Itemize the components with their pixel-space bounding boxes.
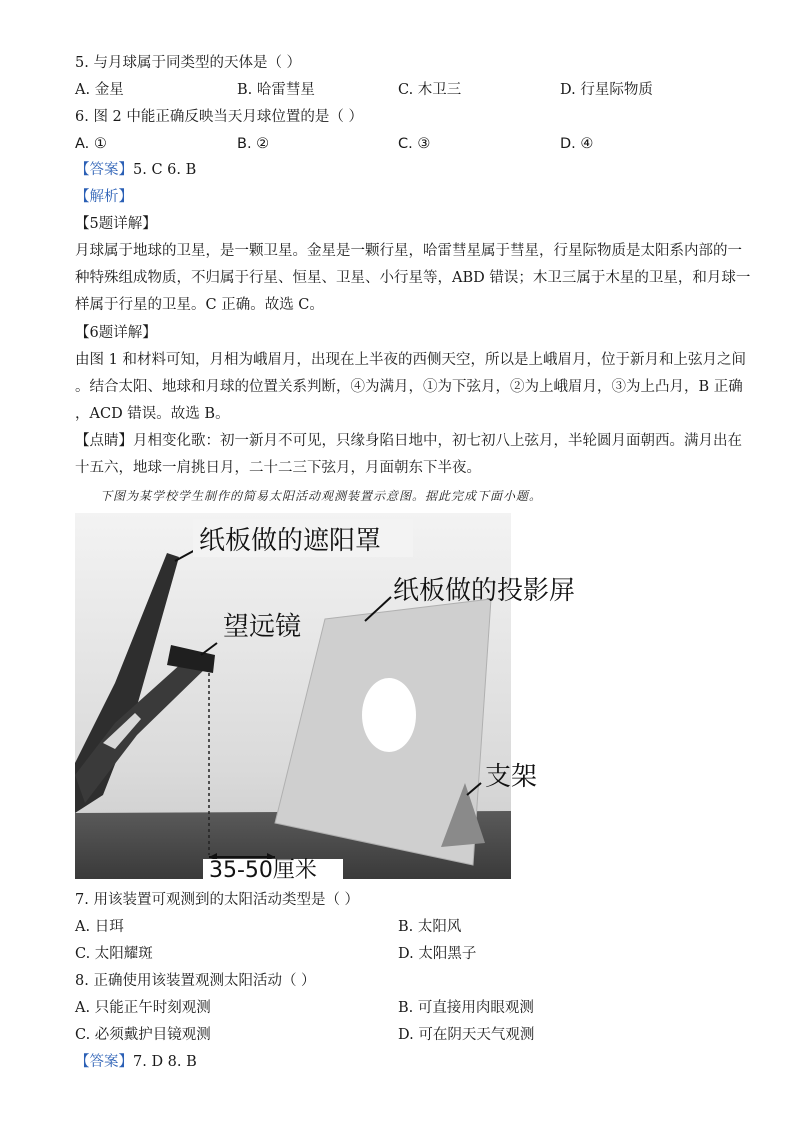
answer2-value: 7. D 8. B — [133, 1054, 197, 1070]
detail6-line-1: 由图 1 和材料可知，月相为峨眉月，出现在上半夜的西侧天空，所以是上峨眉月，位于新月和上弦月之间 — [75, 352, 746, 368]
q8-option-a: A. 只能正午时刻观测 — [75, 1000, 211, 1016]
q7-stem: 7. 用该装置可观测到的太阳活动类型是（ ） — [75, 892, 360, 908]
detail5-line-3: 样属于行星的卫星。C 正确。故选 C。 — [75, 297, 324, 313]
answer-label: 【答案】 — [75, 162, 133, 178]
figure-intro: 下图为某学校学生制作的简易太阳活动观测装置示意图。据此完成下面小题。 — [100, 489, 543, 503]
q5-option-d: D. 行星际物质 — [560, 82, 653, 98]
detail5-line-1: 月球属于地球的卫星，是一颗卫星。金星是一颗行星，哈雷彗星属于彗星，行星际物质是太阳系内部的一 — [75, 243, 742, 259]
q8-option-c: C. 必须戴护目镜观测 — [75, 1027, 211, 1043]
tip-line-2: 十五六，地球一肩挑日月，二十二三下弦月，月面朝东下半夜。 — [75, 460, 481, 476]
q5-option-b: B. 哈雷彗星 — [237, 82, 315, 98]
label-telescope: 望远镜 — [223, 612, 302, 642]
label-distance: 35-50厘米 — [209, 858, 317, 883]
q6-stem: 6. 图 2 中能正确反映当天月球位置的是（ ） — [75, 109, 363, 125]
answer-block-2 — [75, 1052, 197, 1072]
q8-option-d: D. 可在阴天天气观测 — [398, 1027, 535, 1043]
q7-option-a: A. 日珥 — [75, 919, 124, 935]
solar-observation-figure — [75, 513, 576, 883]
detail5-label: 【5题详解】 — [75, 216, 157, 232]
q7-option-d: D. 太阳黑子 — [398, 946, 477, 962]
tip-line-1 — [75, 431, 742, 451]
detail5-line-2: 种特殊组成物质，不归属于行星、恒星、卫星、小行星等，ABD 错误；木卫三属于木星的卫星，和月球一 — [75, 270, 751, 286]
q5-option-c: C. 木卫三 — [398, 82, 462, 98]
q6-option-a: A. ① — [75, 136, 107, 152]
detail6-line-2: 。结合太阳、地球和月球的位置关系判断，④为满月，①为下弦月，②为上峨眉月，③为上凸月，B 正确 — [75, 379, 743, 395]
q5-stem: 5. 与月球属于同类型的天体是（ ） — [75, 55, 302, 71]
tip-text-1: 月相变化歌：初一新月不可见，只缘身陷日地中，初七初八上弦月，半轮圆月面朝西。满月出在 — [133, 433, 742, 449]
label-stand: 支架 — [485, 762, 538, 792]
analysis-label: 【解析】 — [75, 189, 133, 205]
q8-stem: 8. 正确使用该装置观测太阳活动（ ） — [75, 973, 316, 989]
detail6-line-3: ，ACD 错误。故选 B。 — [75, 406, 230, 422]
q6-option-b: B. ② — [237, 136, 270, 152]
q8-option-b: B. 可直接用肉眼观测 — [398, 1000, 534, 1016]
tip-label: 【点睛】 — [75, 433, 133, 449]
answer-block-1 — [75, 160, 196, 180]
q7-option-c: C. 太阳耀斑 — [75, 946, 153, 962]
answer-value: 5. C 6. B — [133, 162, 197, 178]
q5-option-a: A. 金星 — [75, 82, 124, 98]
projected-sun-disk — [362, 678, 416, 752]
answer2-label: 【答案】 — [75, 1054, 133, 1070]
label-screen: 纸板做的投影屏 — [393, 576, 576, 606]
detail6-label: 【6题详解】 — [75, 325, 157, 341]
q7-option-b: B. 太阳风 — [398, 919, 462, 935]
label-shade: 纸板做的遮阳罩 — [199, 526, 382, 556]
q6-option-d: D. ④ — [560, 136, 594, 152]
q6-option-c: C. ③ — [398, 136, 431, 152]
